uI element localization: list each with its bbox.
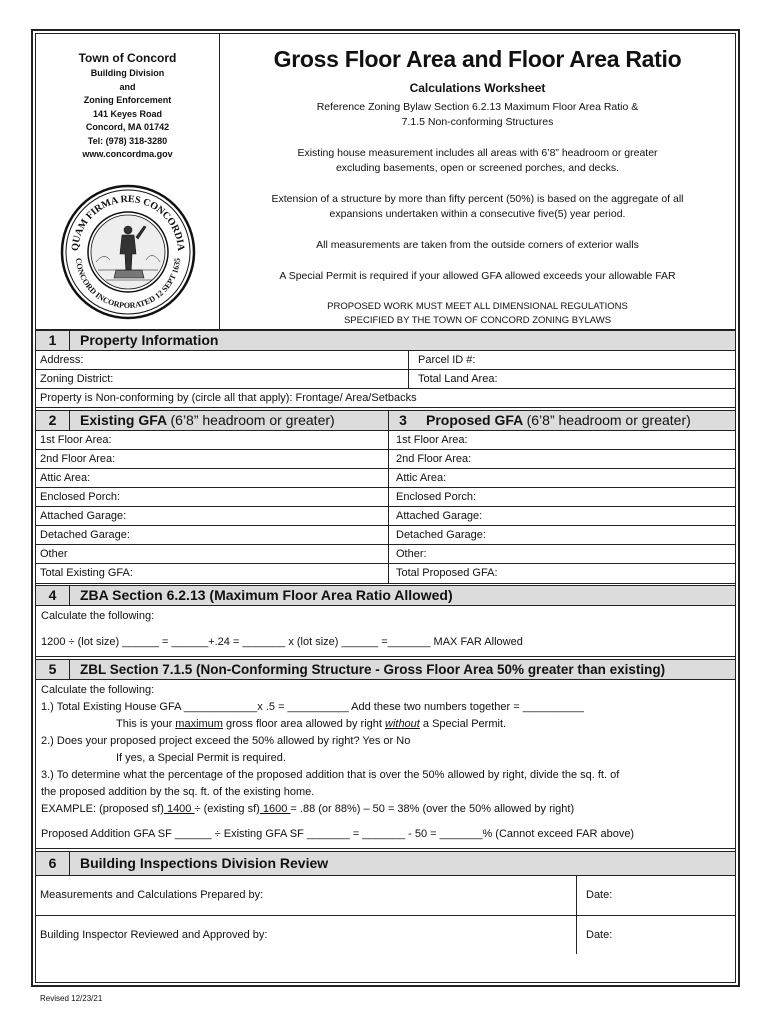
parcel-id-field[interactable]: Parcel ID #:: [418, 354, 476, 366]
town-seal-icon: [58, 182, 198, 322]
section-number: 2: [36, 411, 70, 430]
percentage-instruction: 3.) To determine what the percentage of the proposed addition that is over the 50% allowed by right, divide the sq. ft. of: [41, 769, 620, 781]
existing-gfa-formula[interactable]: 1.) Total Existing House GFA ____________x .5 = __________ Add these two numbers together = __________: [41, 701, 584, 713]
existing-gfa-field[interactable]: Attached Garage:: [40, 510, 127, 522]
address-line: and: [119, 81, 136, 92]
existing-gfa-field[interactable]: 2nd Floor Area:: [40, 453, 116, 465]
divider: [388, 545, 389, 563]
section-5-header: [36, 659, 735, 680]
address-line: Zoning Enforcement: [83, 95, 172, 105]
note-reference: [220, 100, 735, 130]
address-row: [36, 351, 735, 370]
section-4-instruction: Calculate the following:: [41, 610, 155, 622]
text-underlined: maximum: [175, 718, 223, 730]
approved-date-field[interactable]: Date:: [586, 929, 613, 941]
section-title: Building Inspections Division Review: [80, 855, 329, 871]
divider: [576, 876, 577, 915]
zoning-district-field[interactable]: Zoning District:: [40, 373, 114, 385]
proposed-gfa-field[interactable]: 2nd Floor Area:: [396, 453, 472, 465]
existing-gfa-field[interactable]: Other: [40, 548, 68, 560]
proposed-gfa-field[interactable]: 1st Floor Area:: [396, 434, 468, 446]
address-field[interactable]: Address:: [40, 354, 84, 366]
town-info-column: [36, 34, 220, 329]
divider: [388, 507, 389, 525]
section-5-instruction: Calculate the following:: [41, 684, 155, 696]
proposed-gfa-field[interactable]: Other:: [396, 548, 427, 560]
proposed-gfa-field[interactable]: Attached Garage:: [396, 510, 483, 522]
seal-text-bottom: CONCORD INCORPORATED 12 SEPT 1635: [73, 257, 182, 311]
gfa-row: [36, 507, 735, 526]
divider: [408, 351, 409, 369]
revision-date: Revised 12/23/21: [40, 994, 103, 1003]
text-underlined-italic: without: [385, 718, 420, 730]
divider: [388, 431, 389, 449]
divider: [388, 526, 389, 544]
text: gross floor area allowed by right: [222, 718, 385, 730]
section-3-title: Proposed GFA: [426, 412, 523, 428]
gfa-row: [36, 469, 735, 488]
text: = .88 (or 88%) – 50 = 38% (over the 50% allowed by right): [290, 803, 575, 815]
section-number: 6: [36, 852, 70, 875]
note-line: PROPOSED WORK MUST MEET ALL DIMENSIONAL REGULATIONS: [327, 301, 628, 312]
existing-gfa-field[interactable]: Attic Area:: [40, 472, 91, 484]
nonconforming-field[interactable]: Property is Non-conforming by (circle all that apply): Frontage/ Area/Setbacks: [40, 392, 417, 404]
gfa-row: [36, 431, 735, 450]
section-4-header: [36, 585, 735, 606]
town-name: Town of Concord: [78, 51, 177, 65]
section-number: 3: [399, 412, 407, 428]
note-dimensional: [220, 300, 735, 328]
note-line: Existing house measurement includes all areas with 6’8” headroom or greater: [297, 147, 658, 159]
max-far-formula[interactable]: 1200 ÷ (lot size) ______ = ______+.24 = _______ x (lot size) ______ =_______ MAX FAR Allowed: [41, 636, 523, 648]
prepared-by-row: [36, 876, 735, 916]
section-2-title-suffix: (6’8” headroom or greater): [170, 412, 335, 428]
section-number: 5: [36, 660, 70, 679]
page-subtitle: Calculations Worksheet: [409, 81, 546, 95]
zoning-row: [36, 370, 735, 389]
address-line: Tel: (978) 318-3280: [87, 135, 168, 146]
note-special-permit: A Special Permit is required if your allowed GFA allowed exceeds your allowable FAR: [279, 270, 676, 282]
form-outer-border: [31, 29, 740, 987]
note-line: SPECIFIED BY THE TOWN OF CONCORD ZONING BYLAWS: [343, 315, 612, 326]
text: a Special Permit.: [419, 718, 507, 730]
seal-text-top: QUAM FIRMA RES CONCORDIA: [69, 193, 187, 252]
proposed-gfa-field[interactable]: Enclosed Porch:: [396, 491, 477, 503]
divider: [36, 656, 735, 657]
note-line: Reference Zoning Bylaw Section 6.2.13 Maximum Floor Area Ratio &: [316, 101, 639, 113]
approved-by-field[interactable]: Building Inspector Reviewed and Approved by:: [40, 929, 268, 941]
title-column: [220, 34, 735, 329]
example-proposed-value: 1400: [163, 803, 195, 815]
section-title: [426, 411, 691, 430]
section-2-title: Existing GFA: [80, 412, 167, 428]
divider: [36, 848, 735, 849]
divider: [576, 916, 577, 954]
section-title: ZBL Section 7.1.5 (Non-Conforming Structure - Gross Floor Area 50% greater than existing): [80, 662, 666, 677]
gfa-total-row: [36, 564, 735, 584]
total-land-area-field[interactable]: Total Land Area:: [418, 373, 498, 385]
gfa-row: [36, 450, 735, 469]
text: ÷ (existing sf): [194, 803, 260, 815]
proposed-addition-formula[interactable]: Proposed Addition GFA SF ______ ÷ Existing GFA SF _______ = _______ - 50 = _______% (Cannot exceed FAR above): [41, 828, 635, 840]
note-measurement: [220, 146, 735, 176]
max-gfa-note: [116, 718, 506, 730]
address-line: 141 Keyes Road: [92, 108, 163, 119]
section-title: ZBA Section 6.2.13 (Maximum Floor Area Ratio Allowed): [80, 587, 453, 603]
address-line: Building Division: [90, 68, 165, 78]
note-line: excluding basements, open or screened porches, and decks.: [335, 162, 620, 174]
website-link[interactable]: www.concordma.gov: [82, 149, 173, 159]
nonconforming-row: [36, 389, 735, 408]
note-line: 7.1.5 Non-conforming Structures: [401, 116, 554, 128]
proposed-gfa-field[interactable]: Detached Garage:: [396, 529, 486, 541]
section-number: 1: [36, 331, 70, 350]
exceed-question[interactable]: 2.) Does your proposed project exceed the 50% allowed by right? Yes or No: [41, 735, 411, 747]
proposed-gfa-field[interactable]: Attic Area:: [396, 472, 447, 484]
address-line: Concord, MA 01742: [85, 122, 170, 132]
gfa-row: [36, 545, 735, 564]
existing-gfa-field[interactable]: Enclosed Porch:: [40, 491, 121, 503]
text: This is your: [116, 718, 176, 730]
note-extension: [220, 192, 735, 222]
existing-gfa-field[interactable]: Detached Garage:: [40, 529, 130, 541]
total-proposed-gfa-field[interactable]: Total Proposed GFA:: [396, 567, 498, 579]
existing-gfa-field[interactable]: 1st Floor Area:: [40, 434, 112, 446]
gfa-row: [36, 488, 735, 507]
total-existing-gfa-field[interactable]: Total Existing GFA:: [40, 567, 133, 579]
special-permit-note: If yes, a Special Permit is required.: [116, 752, 286, 764]
section-1-header: [36, 330, 735, 351]
divider: [388, 450, 389, 468]
section-title: Property Information: [80, 332, 219, 348]
example-existing-value: 1600: [259, 803, 291, 815]
section-3-title-suffix: (6’8” headroom or greater): [526, 412, 691, 428]
section-6-header: [36, 851, 735, 876]
divider: [408, 370, 409, 388]
form-frame: [35, 33, 736, 983]
percentage-instruction-cont: the proposed addition by the sq. ft. of the existing home.: [41, 786, 315, 798]
divider: [388, 564, 389, 583]
divider: [388, 488, 389, 506]
note-line: Extension of a structure by more than fifty percent (50%) is based on the aggregate of all: [271, 193, 684, 205]
page-title: Gross Floor Area and Floor Area Ratio: [273, 46, 682, 72]
gfa-row: [36, 526, 735, 545]
section-2-3-header: [36, 410, 735, 431]
prepared-by-field[interactable]: Measurements and Calculations Prepared by:: [40, 889, 264, 901]
town-address: [36, 67, 219, 162]
approved-by-row: [36, 916, 735, 954]
prepared-date-field[interactable]: Date:: [586, 889, 613, 901]
text: EXAMPLE: (proposed sf): [41, 803, 164, 815]
section-title: [80, 411, 335, 430]
form-header: [36, 34, 735, 330]
note-line: expansions undertaken within a consecutive five(5) year period.: [329, 208, 626, 220]
divider: [388, 469, 389, 487]
section-number: 4: [36, 586, 70, 605]
example-line: [41, 803, 574, 815]
note-outside-corners: All measurements are taken from the outside corners of exterior walls: [316, 239, 639, 251]
